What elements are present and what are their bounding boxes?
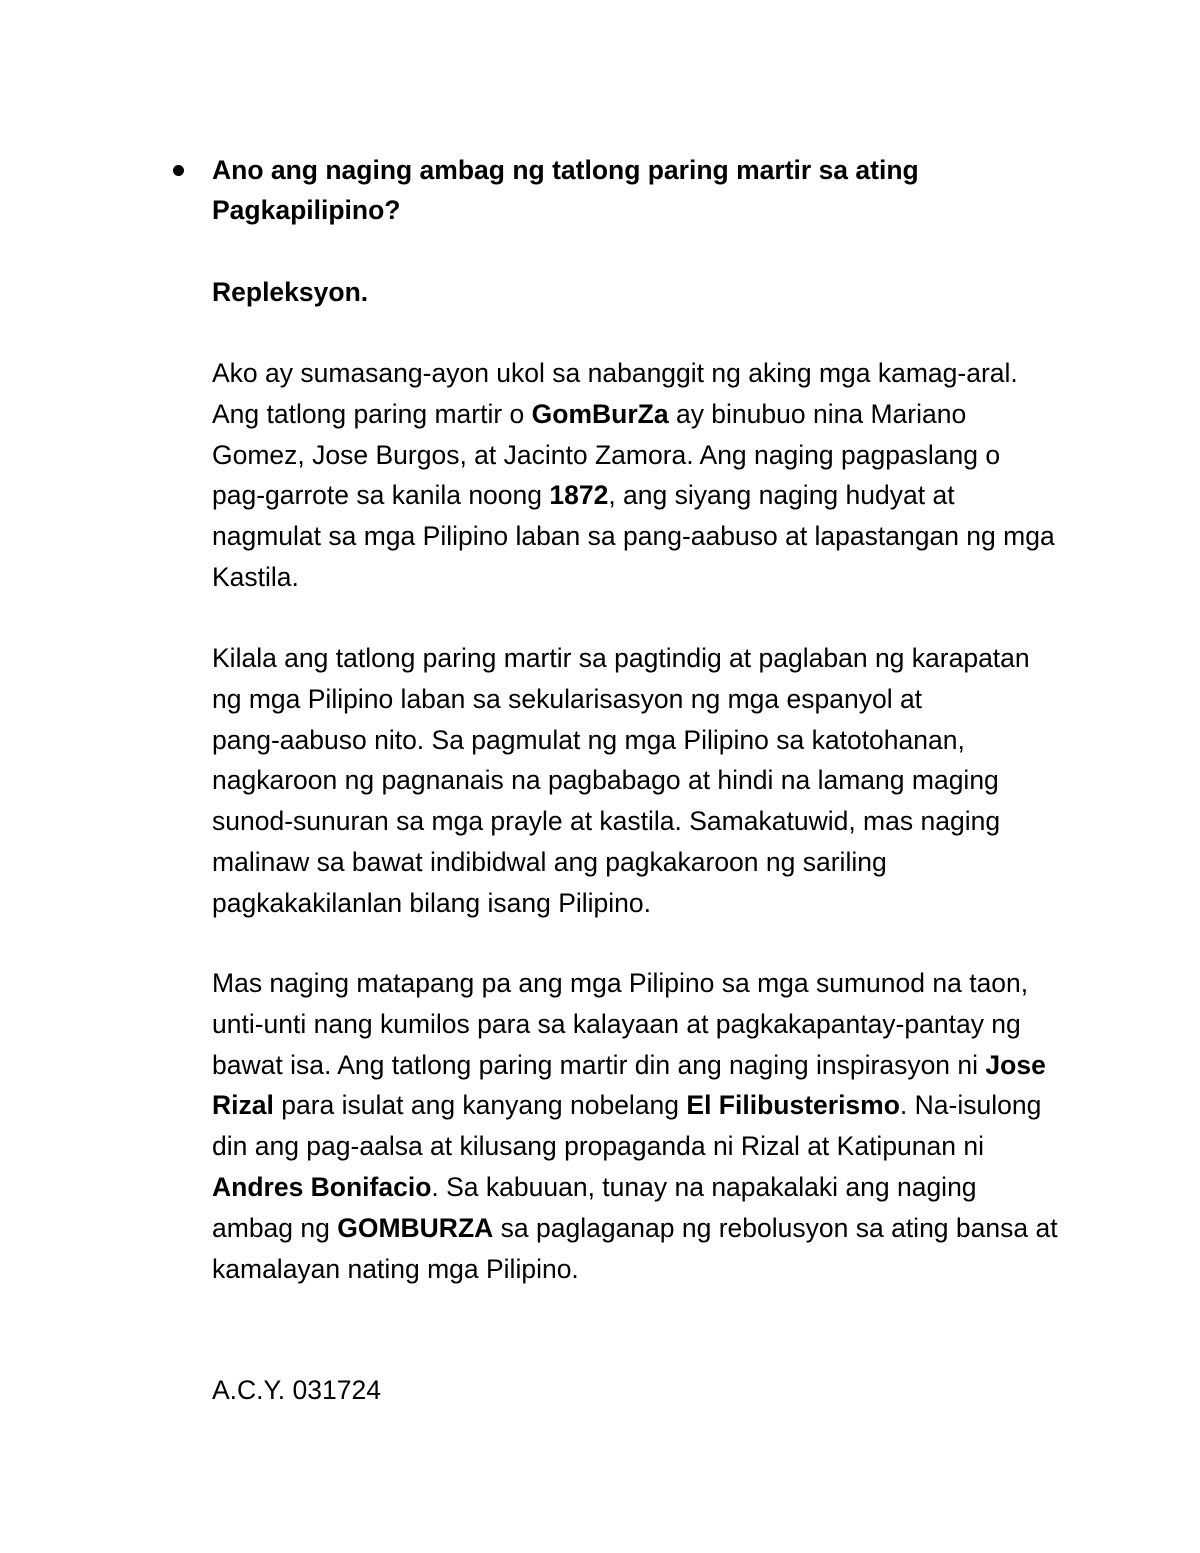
text-run: ay binubuo nina Mariano [668,398,967,429]
paragraph-line: Gomez, Jose Burgos, at Jacinto Zamora. Ang naging pagpaslang o [212,439,1001,470]
paragraph-line: kamalayan nating mga Pilipino. [212,1253,579,1284]
bold-term: GOMBURZA [337,1212,494,1243]
reflection-heading: Repleksyon. [212,277,369,307]
bold-term: Andres Bonifacio [212,1171,432,1202]
text-run: ambag ng [212,1212,338,1243]
paragraph-line: nagkaroon ng pagnanais na pagbabago at hindi na lamang maging [212,765,999,796]
question-line: Ano ang naging ambag ng tatlong paring martir sa ating [212,155,919,185]
paragraph-line: sunod-sunuran sa mga prayle at kastila. Samakatuwid, mas naging [212,806,1001,837]
paragraph-1 [212,353,1072,598]
text-run: Ang tatlong paring martir o [212,398,532,429]
bold-term: Rizal [212,1090,274,1121]
paragraph-line [212,1208,1072,1249]
paragraph-line: din ang pag-aalsa at kilusang propaganda ni Rizal at Katipunan ni [212,1131,984,1162]
text-run: . Sa kabuuan, tunay na napakalaki ang naging [431,1171,977,1202]
bold-term: Jose [985,1049,1046,1080]
bullet-dot-icon [173,165,184,176]
paragraph-line [212,1045,1072,1086]
paragraph-line: Mas naging matapang pa ang mga Pilipino sa mga sumunod na taon, [212,968,1029,998]
text-run: sa paglaganap ng rebolusyon sa ating bansa at [493,1212,1058,1243]
paragraph-3 [212,963,1072,1289]
paragraph-line: nagmulat sa mga Pilipino laban sa pang-aabuso at lapastangan ng mga [212,521,1055,552]
signature: A.C.Y. 031724 [212,1375,381,1405]
question-heading [212,150,1072,230]
paragraph-line [212,1085,1072,1126]
text-run: . Na-isulong [899,1090,1042,1121]
paragraph-line [212,475,1072,516]
paragraph-2 [212,638,1072,924]
paragraph-line: Kilala ang tatlong paring martir sa pagtindig at paglaban ng karapatan [212,643,1030,673]
paragraph-line: malinaw sa bawat indibidwal ang pagkakaroon ng sariling [212,846,887,877]
text-run: bawat isa. Ang tatlong paring martir din ang naging inspirasyon ni [212,1049,986,1080]
bold-term: 1872 [549,480,609,511]
paragraph-line: pang-aabuso nito. Sa pagmulat ng mga Pilipino sa katotohanan, [212,724,965,755]
bold-term: GomBurZa [531,398,669,429]
paragraph-line [212,394,1072,435]
paragraph-line: pagkakakilanlan bilang isang Pilipino. [212,887,652,918]
paragraph-line: unti-unti nang kumilos para sa kalayaan at pagkakapantay-pantay ng [212,1008,1021,1039]
text-run: para isulat ang kanyang nobelang [273,1090,687,1121]
paragraph-line [212,1167,1072,1208]
text-run: , ang siyang naging hudyat at [608,480,955,511]
paragraph-line: Kastila. [212,561,299,592]
question-line: Pagkapilipino? [212,195,401,225]
bold-term: El Filibusterismo [686,1090,900,1121]
paragraph-line: ng mga Pilipino laban sa sekularisasyon ng mga espanyol at [212,683,923,714]
text-run: pag-garrote sa kanila noong [212,480,550,511]
paragraph-line: Ako ay sumasang-ayon ukol sa nabanggit ng aking mga kamag-aral. [212,358,1018,388]
